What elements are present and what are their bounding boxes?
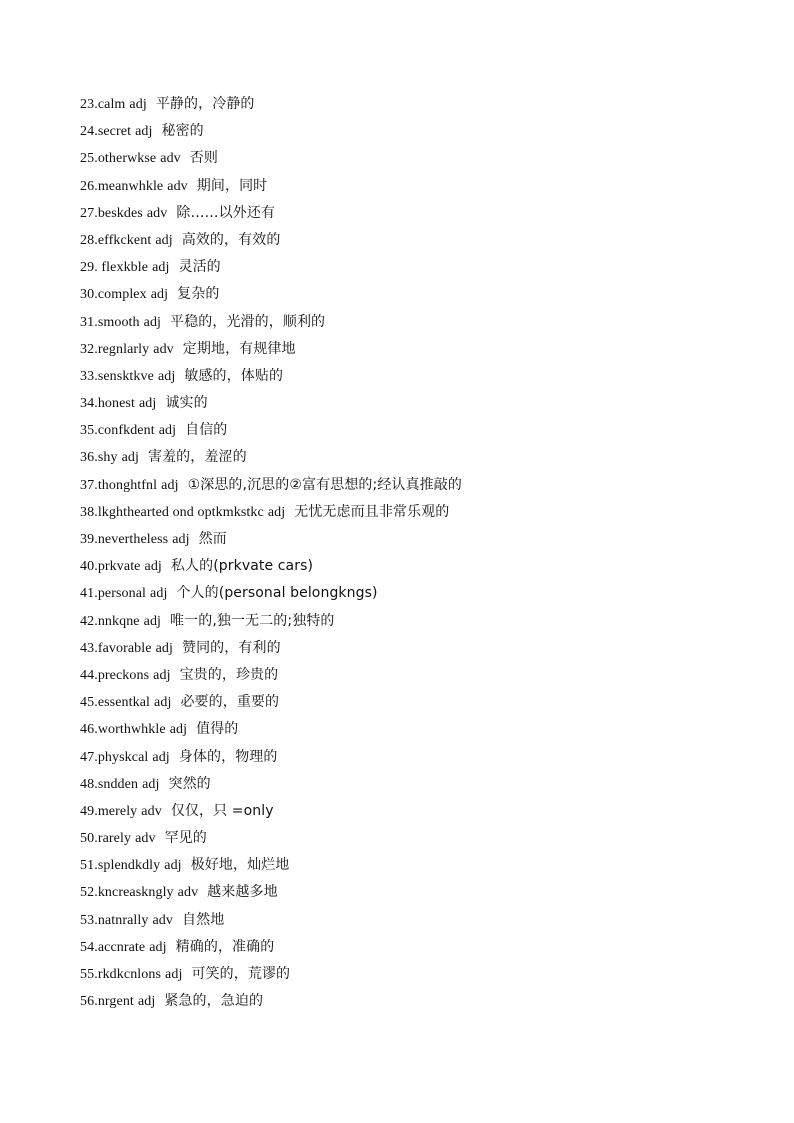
entry-meaning: 值得的 xyxy=(196,721,239,738)
entry-word: worthwhkle xyxy=(97,722,166,738)
entry-part-of-speech: adj xyxy=(149,939,167,955)
entry-word: physkcal xyxy=(97,749,149,765)
vocab-entry xyxy=(80,281,462,308)
entry-part-of-speech: adj xyxy=(142,776,160,792)
entry-part-of-speech: adv xyxy=(146,205,168,221)
entry-number: 31. xyxy=(80,314,98,330)
vocab-entry xyxy=(80,309,462,336)
entry-meaning: 自信的 xyxy=(185,422,228,439)
entry-word: smooth xyxy=(97,314,140,330)
vocab-entry xyxy=(80,173,462,200)
vocab-entry xyxy=(80,254,462,281)
vocab-entry xyxy=(80,907,462,934)
entry-meaning: 秘密的 xyxy=(161,123,204,140)
vocab-entry xyxy=(80,363,462,390)
entry-number: 25. xyxy=(80,151,98,167)
entry-meaning: 然而 xyxy=(198,531,227,547)
entry-word: merely xyxy=(97,803,138,819)
entry-word: secret xyxy=(97,124,132,140)
entry-number: 28. xyxy=(80,232,98,248)
entry-part-of-speech: adj xyxy=(164,858,182,874)
entry-part-of-speech: adj xyxy=(155,640,173,656)
entry-number: 48. xyxy=(80,776,98,792)
vocab-entry xyxy=(80,91,462,118)
entry-part-of-speech: adj xyxy=(267,504,286,520)
entry-word: essentkal xyxy=(97,695,151,711)
entry-word: natnrally xyxy=(97,912,149,928)
entry-number: 55. xyxy=(80,967,98,982)
vocab-entry xyxy=(80,227,462,254)
vocab-entry xyxy=(80,961,462,988)
entry-number: 29. xyxy=(80,260,102,276)
entry-word: calm xyxy=(97,97,126,112)
entry-number: 49. xyxy=(80,803,98,819)
entry-meaning: 平稳的，光滑的，顺利的 xyxy=(170,313,326,330)
entry-number: 37. xyxy=(80,477,98,493)
entry-number: 34. xyxy=(80,396,98,412)
entry-word: prkvate xyxy=(97,559,141,575)
entry-meaning: 敏感的，体贴的 xyxy=(184,367,284,384)
entry-word: sensktkve xyxy=(97,368,154,384)
entry-part-of-speech: adj xyxy=(169,722,188,738)
entry-meaning: ①深思的,沉思的②富有思想的;经认真推敲的 xyxy=(187,476,462,493)
entry-word: rarely xyxy=(97,831,132,847)
entry-part-of-speech: adj xyxy=(150,586,168,602)
entry-number: 32. xyxy=(80,341,98,357)
vocabulary-list xyxy=(80,91,462,1015)
entry-word: beskdes xyxy=(97,205,143,221)
entry-meaning: 期间，同时 xyxy=(196,177,268,194)
entry-part-of-speech: adj xyxy=(135,124,153,140)
entry-number: 39. xyxy=(80,532,98,547)
vocab-entry xyxy=(80,526,462,553)
entry-part-of-speech: adj xyxy=(152,749,170,765)
vocab-entry xyxy=(80,553,462,580)
entry-word: honest xyxy=(97,396,135,412)
entry-word: nnkqne xyxy=(97,613,140,629)
entry-part-of-speech: adv xyxy=(167,178,188,194)
entry-part-of-speech: adj xyxy=(161,477,179,493)
entry-meaning: 极好地，灿烂地 xyxy=(190,857,290,874)
entry-meaning: 害羞的，羞涩的 xyxy=(147,449,247,466)
entry-meaning: 身体的，物理的 xyxy=(178,748,278,765)
entry-part-of-speech: adj xyxy=(137,994,156,1010)
entry-part-of-speech: adj xyxy=(165,967,183,982)
entry-meaning: 自然地 xyxy=(182,911,225,928)
entry-word: favorable xyxy=(97,640,152,656)
vocab-entry xyxy=(80,879,462,906)
vocab-entry xyxy=(80,744,462,771)
entry-word: otherwkse xyxy=(97,151,157,167)
entry-meaning: 私人的(prkvate cars) xyxy=(170,558,314,575)
entry-meaning: 宝贵的，珍贵的 xyxy=(179,666,279,683)
entry-meaning: 定期地，有规律地 xyxy=(182,340,296,357)
entry-meaning: 越来越多地 xyxy=(207,884,278,901)
entry-part-of-speech: adj xyxy=(172,532,190,547)
vocab-entry xyxy=(80,852,462,879)
entry-number: 45. xyxy=(80,695,98,711)
entry-part-of-speech: adv xyxy=(141,803,162,819)
entry-word: personal xyxy=(97,586,147,602)
entry-number: 54. xyxy=(80,939,98,955)
entry-part-of-speech: adj xyxy=(155,232,173,248)
entry-number: 26. xyxy=(80,178,98,194)
entry-part-of-speech: adj xyxy=(143,613,162,629)
entry-meaning: 唯一的,独一无二的;独特的 xyxy=(170,612,335,629)
entry-word: sndden xyxy=(97,776,139,792)
vocab-entry xyxy=(80,988,462,1015)
entry-number: 35. xyxy=(80,423,98,439)
entry-word: thonghtfnl xyxy=(97,477,158,493)
vocab-entry xyxy=(80,499,462,526)
entry-part-of-speech: adj xyxy=(154,695,172,711)
entry-word: preckons xyxy=(97,667,150,683)
entry-number: 41. xyxy=(80,586,98,602)
entry-word: meanwhkle xyxy=(97,178,164,194)
entry-meaning: 必要的，重要的 xyxy=(180,694,280,711)
entry-part-of-speech: adj xyxy=(129,97,147,112)
entry-word: shy xyxy=(97,450,118,466)
entry-number: 47. xyxy=(80,749,98,765)
entry-number: 23. xyxy=(80,97,98,112)
entry-number: 50. xyxy=(80,831,98,847)
vocab-entry xyxy=(80,145,462,172)
entry-meaning: 仅仅，只 =only xyxy=(170,802,274,819)
entry-number: 36. xyxy=(80,450,98,466)
entry-meaning: 灵活的 xyxy=(178,259,221,276)
entry-word: confkdent xyxy=(97,423,155,439)
entry-meaning: 无忧无虑而且非常乐观的 xyxy=(294,503,450,520)
entry-word: regnlarly xyxy=(97,341,150,357)
entry-part-of-speech: adj xyxy=(121,450,139,466)
vocab-entry xyxy=(80,200,462,227)
entry-number: 42. xyxy=(80,613,98,629)
entry-part-of-speech: adj xyxy=(158,423,177,439)
entry-meaning: 除……以外还有 xyxy=(176,204,276,221)
entry-meaning: 复杂的 xyxy=(177,286,220,303)
entry-word: complex xyxy=(97,287,147,303)
entry-number: 27. xyxy=(80,205,98,221)
entry-part-of-speech: adv xyxy=(177,885,199,901)
entry-meaning: 平静的，冷静的 xyxy=(155,96,255,112)
vocab-entry xyxy=(80,825,462,852)
vocab-entry xyxy=(80,771,462,798)
vocab-entry xyxy=(80,472,462,499)
entry-meaning: 紧急的，急迫的 xyxy=(164,993,264,1010)
vocab-entry xyxy=(80,390,462,417)
entry-number: 40. xyxy=(80,559,98,575)
entry-number: 38. xyxy=(80,504,98,520)
entry-meaning: 突然的 xyxy=(168,775,211,792)
entry-number: 46. xyxy=(80,722,98,738)
vocab-entry xyxy=(80,716,462,743)
entry-word: lkghthearted ond optkmkstkc xyxy=(97,504,264,520)
entry-meaning: 赞同的，有利的 xyxy=(181,639,281,656)
entry-word: effkckent xyxy=(97,232,152,248)
vocab-entry xyxy=(80,798,462,825)
vocab-entry xyxy=(80,118,462,145)
entry-meaning: 精确的，准确的 xyxy=(175,938,275,955)
entry-word: accnrate xyxy=(97,939,146,955)
entry-number: 24. xyxy=(80,124,98,140)
entry-number: 33. xyxy=(80,368,98,384)
entry-word: rkdkcnlons xyxy=(97,967,162,982)
entry-number: 52. xyxy=(80,885,98,901)
entry-meaning: 诚实的 xyxy=(165,395,208,412)
vocab-entry xyxy=(80,689,462,716)
entry-word: splendkdly xyxy=(97,858,161,874)
vocab-entry xyxy=(80,608,462,635)
entry-part-of-speech: adj xyxy=(143,314,162,330)
entry-meaning: 否则 xyxy=(189,150,218,167)
entry-word: flexkble xyxy=(101,260,149,276)
entry-part-of-speech: adv xyxy=(152,912,173,928)
entry-part-of-speech: adj xyxy=(150,287,169,303)
vocab-entry xyxy=(80,580,462,607)
entry-number: 43. xyxy=(80,640,98,656)
entry-word: nrgent xyxy=(97,994,134,1010)
entry-part-of-speech: adj xyxy=(138,396,157,412)
vocab-entry xyxy=(80,336,462,363)
entry-number: 56. xyxy=(80,994,98,1010)
entry-word: kncreaskngly xyxy=(97,885,174,901)
entry-meaning: 罕见的 xyxy=(164,830,207,847)
entry-part-of-speech: adj xyxy=(153,667,171,683)
entry-part-of-speech: adj xyxy=(157,368,176,384)
entry-number: 30. xyxy=(80,287,98,303)
entry-meaning: 高效的，有效的 xyxy=(181,231,281,248)
entry-word: nevertheless xyxy=(97,532,169,547)
vocab-entry xyxy=(80,444,462,471)
entry-meaning: 可笑的，荒谬的 xyxy=(191,966,291,982)
entry-part-of-speech: adj xyxy=(152,260,170,276)
entry-number: 53. xyxy=(80,912,98,928)
entry-part-of-speech: adv xyxy=(135,831,156,847)
vocab-entry xyxy=(80,662,462,689)
entry-number: 51. xyxy=(80,858,98,874)
vocab-entry xyxy=(80,934,462,961)
entry-part-of-speech: adv xyxy=(160,151,181,167)
entry-part-of-speech: adv xyxy=(153,341,174,357)
entry-part-of-speech: adj xyxy=(144,559,162,575)
vocab-entry xyxy=(80,417,462,444)
entry-meaning: 个人的(personal belongkngs) xyxy=(176,585,378,602)
vocab-entry xyxy=(80,635,462,662)
entry-number: 44. xyxy=(80,667,98,683)
